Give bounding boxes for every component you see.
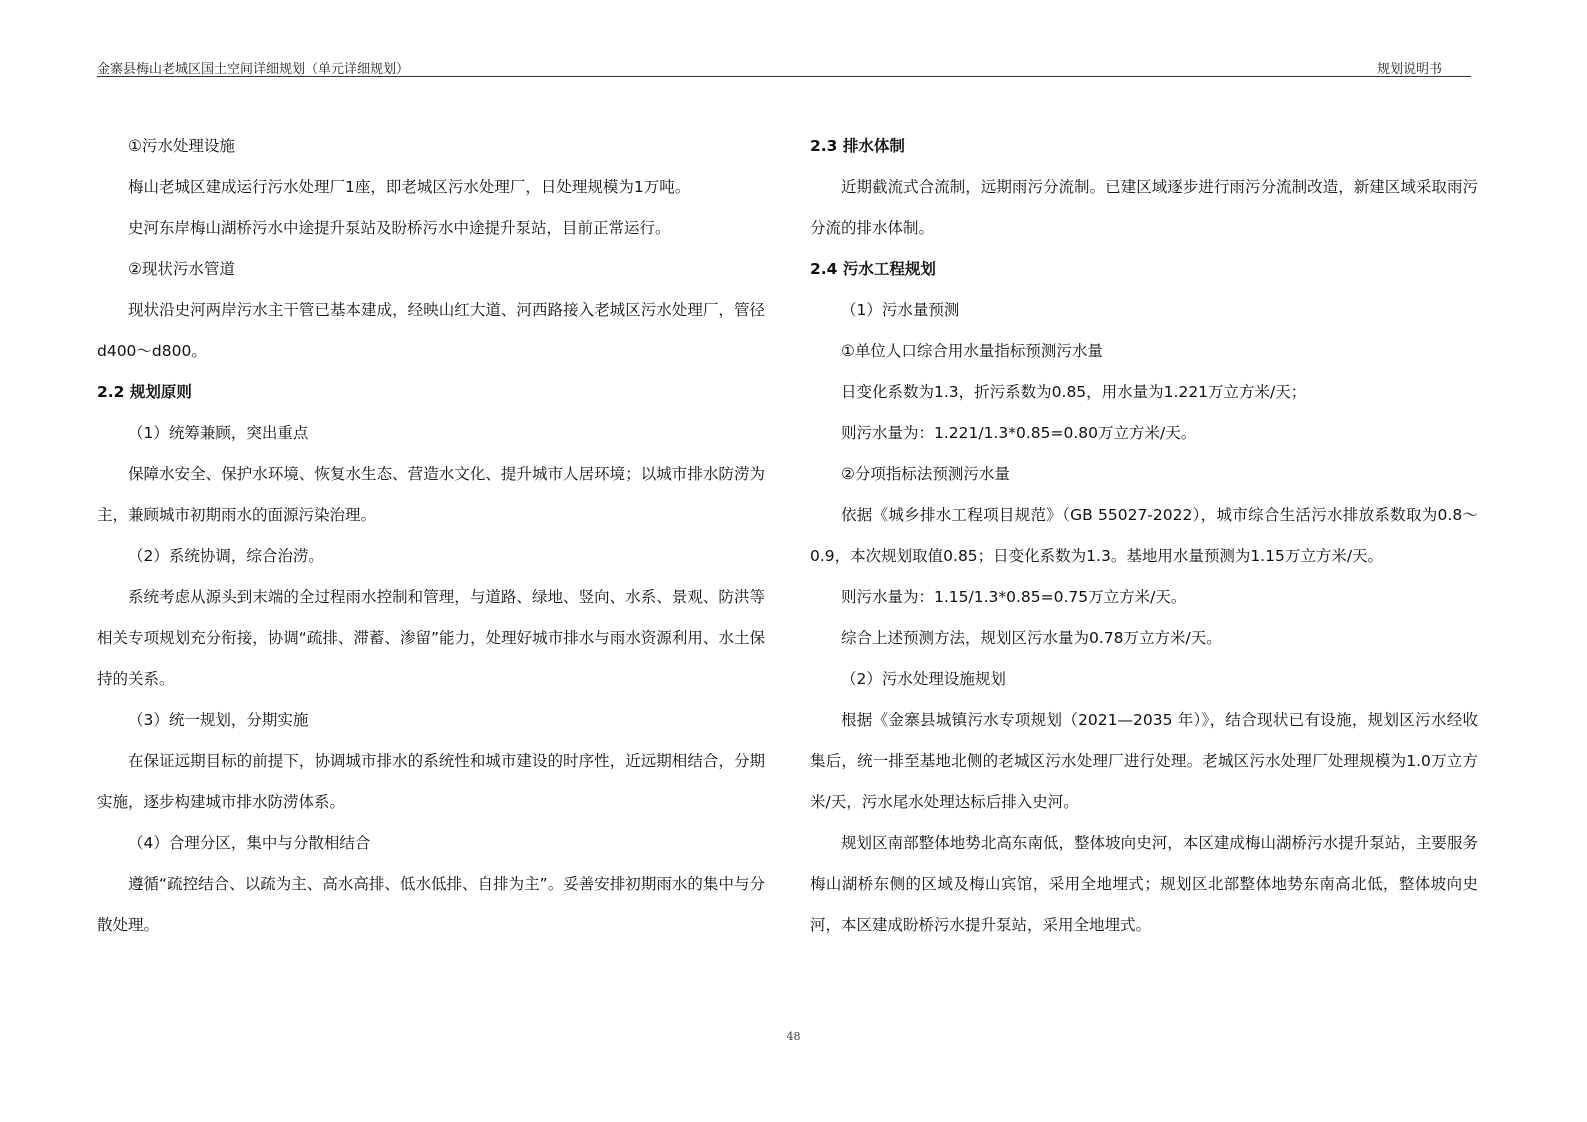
paragraph: 综合上述预测方法，规划区污水量为0.78万立方米/天。 (841, 629, 1222, 647)
page-number: 48 (786, 1030, 801, 1043)
paragraph: （1）污水量预测 (841, 301, 960, 319)
section-heading: 2.4 污水工程规划 (810, 260, 936, 278)
paragraph: 现状沿史河两岸污水主干管已基本建成，经映山红大道、河西路接入老城区污水处理厂，管径d400～d800。 (97, 301, 765, 360)
header-rule (97, 76, 1471, 77)
section-heading: 2.3 排水体制 (810, 137, 905, 155)
paragraph: 遵循“疏控结合、以疏为主、高水高排、低水低排、自排为主”。妥善安排初期雨水的集中与分散处理。 (97, 875, 765, 934)
paragraph: （2）系统协调，综合治涝。 (128, 547, 324, 565)
paragraph: （3）统一规划，分期实施 (128, 711, 309, 729)
paragraph: （1）统筹兼顾，突出重点 (128, 424, 309, 442)
paragraph: ①单位人口综合用水量指标预测污水量 (841, 342, 1103, 360)
paragraph: 规划区南部整体地势北高东南低，整体坡向史河，本区建成梅山湖桥污水提升泵站，主要服务梅山湖桥东侧的区域及梅山宾馆，采用全地埋式；规划区北部整体地势东南高北低，整体坡向史河，本区建成盼桥污水提升泵站，采用全地埋式。 (810, 834, 1478, 934)
paragraph: ②现状污水管道 (128, 260, 235, 278)
paragraph: 系统考虑从源头到末端的全过程雨水控制和管理，与道路、绿地、竖向、水系、景观、防洪等相关专项规划充分衔接，协调“疏排、滞蓄、渗留”能力，处理好城市排水与雨水资源利用、水土保持的关系。 (97, 588, 765, 688)
paragraph: 则污水量为：1.221/1.3*0.85=0.80万立方米/天。 (841, 424, 1197, 442)
paragraph: （2）污水处理设施规划 (841, 670, 1006, 688)
paragraph: 近期截流式合流制，远期雨污分流制。已建区域逐步进行雨污分流制改造，新建区域采取雨污分流的排水体制。 (810, 178, 1478, 237)
paragraph: 依据《城乡排水工程项目规范》（GB 55027-2022），城市综合生活污水排放系数取为0.8～0.9，本次规划取值0.85；日变化系数为1.3。基地用水量预测为1.15万立方米/天。 (810, 506, 1478, 565)
paragraph: 史河东岸梅山湖桥污水中途提升泵站及盼桥污水中途提升泵站，目前正常运行。 (128, 219, 671, 237)
paragraph: 在保证远期目标的前提下，协调城市排水的系统性和城市建设的时序性，近远期相结合，分期实施，逐步构建城市排水防涝体系。 (97, 752, 765, 811)
left-text-column (97, 126, 765, 946)
paragraph: 则污水量为：1.15/1.3*0.85=0.75万立方米/天。 (841, 588, 1187, 606)
paragraph: ②分项指标法预测污水量 (841, 465, 1010, 483)
paragraph: 梅山老城区建成运行污水处理厂1座，即老城区污水处理厂，日处理规模为1万吨。 (128, 178, 691, 196)
header-document-title: 金寨县梅山老城区国土空间详细规划（单元详细规划） (97, 62, 410, 77)
header-document-type: 规划说明书 (1376, 62, 1442, 77)
right-text-column (810, 126, 1478, 946)
paragraph: ①污水处理设施 (128, 137, 235, 155)
paragraph: （4）合理分区，集中与分散相结合 (128, 834, 371, 852)
paragraph: 保障水安全、保护水环境、恢复水生态、营造水文化、提升城市人居环境；以城市排水防涝为主，兼顾城市初期雨水的面源污染治理。 (97, 465, 765, 524)
section-heading: 2.2 规划原则 (97, 383, 192, 401)
paragraph: 根据《金寨县城镇污水专项规划（2021—2035 年）》，结合现状已有设施，规划区污水经收集后，统一排至基地北侧的老城区污水处理厂进行处理。老城区污水处理厂处理规模为1.0万立方米/天，污水尾水处理达标后排入史河。 (810, 711, 1478, 811)
paragraph: 日变化系数为1.3，折污系数为0.85，用水量为1.221万立方米/天； (841, 383, 1307, 401)
